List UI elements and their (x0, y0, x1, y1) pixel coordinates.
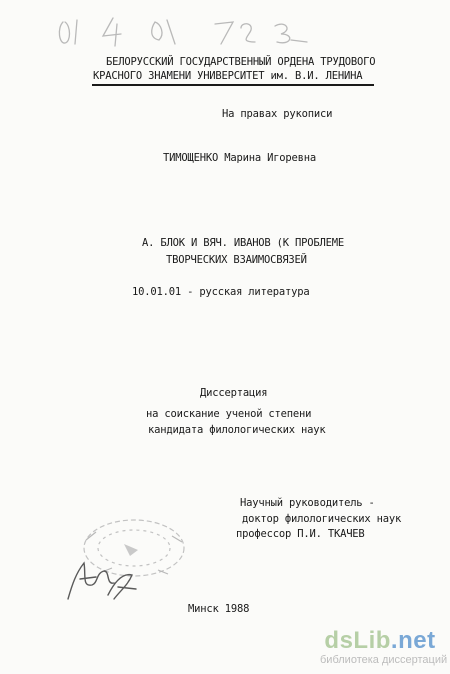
university-line-2: КРАСНОГО ЗНАМЕНИ УНИВЕРСИТЕТ им. В.И. ЛЕНИНА (93, 70, 363, 82)
degree-line: на соискание ученой степени (146, 408, 312, 420)
handwritten-note-mark (55, 10, 315, 55)
dissertation-label: Диссертация (200, 387, 268, 399)
rights-note: На правах рукописи (222, 108, 333, 120)
place-year: Минск 1988 (188, 603, 250, 615)
supervisor-label: Научный руководитель - (240, 497, 375, 509)
watermark-logo (320, 629, 440, 653)
watermark-subtitle: библиотека диссертаций (320, 654, 448, 666)
author-name: ТИМОЩЕНКО Марина Игоревна (163, 152, 317, 164)
university-underline (92, 84, 374, 86)
title-line-2: ТВОРЧЕСКИХ ВЗАИМОСВЯЗЕЙ (166, 254, 307, 266)
specialty-code: 10.01.01 - русская литература (132, 286, 310, 298)
supervisor-name: профессор П.И. ТКАЧЕВ (236, 528, 365, 540)
supervisor-degree: доктор филологических наук (242, 513, 402, 525)
author-signature (62, 555, 142, 605)
watermark-brand-main: dsLib (324, 627, 391, 654)
degree-field: кандидата филологических наук (148, 424, 326, 436)
university-line-1: БЕЛОРУССКИЙ ГОСУДАРСТВЕННЫЙ ОРДЕНА ТРУДОВОГО (106, 56, 376, 68)
title-line-1: А. БЛОК И ВЯЧ. ИВАНОВ (К ПРОБЛЕМЕ (142, 237, 345, 249)
watermark-brand-dot: .net (390, 627, 436, 654)
dslib-watermark (320, 627, 448, 666)
